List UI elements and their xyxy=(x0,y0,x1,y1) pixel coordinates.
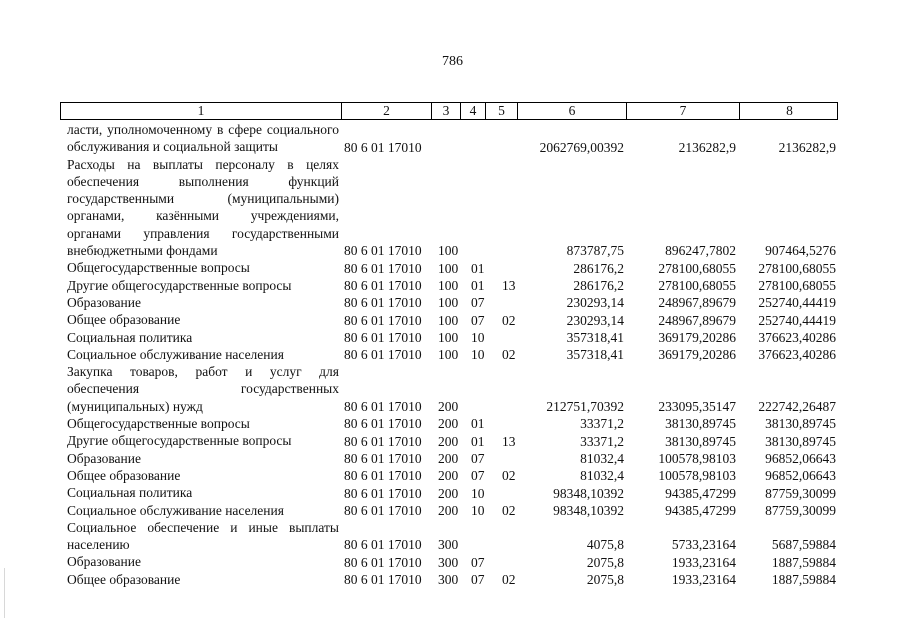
table-row xyxy=(0,502,905,519)
row-value-col6: 212751,70392 xyxy=(546,399,624,415)
row-value-col6: 286176,2 xyxy=(573,260,624,276)
row-name: Социальная политика xyxy=(67,329,193,345)
row-value-col8: 2136282,9 xyxy=(778,139,836,155)
row-code: 80 6 01 17010 xyxy=(344,347,422,363)
table-row xyxy=(0,156,905,260)
row-value-col8: 96852,06643 xyxy=(765,450,836,466)
row-code: 80 6 01 17010 xyxy=(344,329,422,345)
row-value-col8: 252740,44419 xyxy=(758,295,836,311)
row-value-col6: 357318,41 xyxy=(566,347,624,363)
table-row xyxy=(0,519,905,554)
row-name: Общегосударственные вопросы xyxy=(67,260,250,276)
row-section: 10 xyxy=(471,502,485,518)
row-code: 80 6 01 17010 xyxy=(344,450,422,466)
row-name: Общее образование xyxy=(67,467,181,483)
row-value-col7: 896247,7802 xyxy=(665,243,736,259)
row-value-col8: 38130,89745 xyxy=(765,416,836,432)
row-expense-type: 100 xyxy=(438,329,459,345)
row-expense-type: 300 xyxy=(438,572,459,588)
row-value-col8: 252740,44419 xyxy=(758,312,836,328)
table-row xyxy=(0,121,905,156)
row-value-col6: 230293,14 xyxy=(566,295,624,311)
header-col-1: 1 xyxy=(61,103,342,119)
table-row xyxy=(0,346,905,363)
row-value-col6: 873787,75 xyxy=(566,243,624,259)
row-section: 07 xyxy=(471,572,485,588)
table-row xyxy=(0,571,905,588)
row-value-col7: 248967,89679 xyxy=(658,312,736,328)
row-name: Образование xyxy=(67,450,141,466)
page-number: 786 xyxy=(442,54,463,69)
header-col-8: 8 xyxy=(786,103,793,118)
row-section: 01 xyxy=(471,433,485,449)
row-code: 80 6 01 17010 xyxy=(344,468,422,484)
row-value-col6: 81032,4 xyxy=(580,450,624,466)
row-value-col8: 907464,5276 xyxy=(765,243,836,259)
row-value-col6: 33371,2 xyxy=(580,416,624,432)
row-value-col7: 278100,68055 xyxy=(658,260,736,276)
row-value-col6: 2062769,00392 xyxy=(539,139,624,155)
row-value-col7: 38130,89745 xyxy=(665,433,736,449)
row-expense-type: 300 xyxy=(438,554,459,570)
row-value-col8: 1887,59884 xyxy=(771,572,836,588)
header-col-3: 3 xyxy=(432,103,461,119)
table-row xyxy=(0,294,905,311)
row-name: Общее образование xyxy=(67,312,181,328)
row-value-col8: 376623,40286 xyxy=(758,347,836,363)
row-value-col7: 233095,35147 xyxy=(658,399,736,415)
table-row xyxy=(0,450,905,467)
row-expense-type: 100 xyxy=(438,347,459,363)
row-expense-type: 100 xyxy=(438,260,459,276)
row-name: Закупка товаров, работ и услуг для обеспечения государственных (муниципальных) нужд xyxy=(67,364,339,414)
header-col-6: 6 xyxy=(518,103,627,119)
row-value-col7: 5733,23164 xyxy=(671,537,736,553)
row-expense-type: 200 xyxy=(438,468,459,484)
row-name: Социальное обеспечение и иные выплаты населению xyxy=(67,519,339,553)
row-section: 10 xyxy=(471,329,485,345)
row-name: Социальное обслуживание населения xyxy=(67,502,284,518)
row-value-col7: 38130,89745 xyxy=(665,416,736,432)
row-expense-type: 200 xyxy=(438,485,459,501)
row-section: 07 xyxy=(471,468,485,484)
row-code: 80 6 01 17010 xyxy=(344,260,422,276)
table-header xyxy=(60,102,838,120)
row-section: 01 xyxy=(471,416,485,432)
row-expense-type: 300 xyxy=(438,537,459,553)
table-row xyxy=(0,467,905,484)
row-name: Расходы на выплаты персоналу в целях обеспечения выполнения функций государственными (муниципальными) органами, казёнными учреждениями, органами управления государственными внебюджетными фондами xyxy=(67,156,339,259)
scan-edge-line xyxy=(4,568,5,618)
row-expense-type: 200 xyxy=(438,450,459,466)
row-name: ласти, уполномоченному в сфере социального обслуживания и социальной защиты xyxy=(67,122,339,155)
row-name: Общегосударственные вопросы xyxy=(67,416,250,432)
row-expense-type: 200 xyxy=(438,399,459,415)
row-value-col6: 286176,2 xyxy=(573,277,624,293)
row-value-col6: 4075,8 xyxy=(586,537,624,553)
row-value-col7: 278100,68055 xyxy=(658,277,736,293)
table-row xyxy=(0,484,905,501)
row-expense-type: 100 xyxy=(438,312,459,328)
row-value-col7: 1933,23164 xyxy=(671,554,736,570)
row-value-col6: 230293,14 xyxy=(566,312,624,328)
row-value-col7: 369179,20286 xyxy=(658,347,736,363)
row-subsection: 02 xyxy=(502,468,516,484)
row-value-col7: 248967,89679 xyxy=(658,295,736,311)
table-row xyxy=(0,415,905,432)
row-code: 80 6 01 17010 xyxy=(344,243,422,259)
row-expense-type: 200 xyxy=(438,433,459,449)
table-row xyxy=(0,259,905,276)
row-code: 80 6 01 17010 xyxy=(344,572,422,588)
row-name: Другие общегосударственные вопросы xyxy=(67,433,292,449)
row-expense-type: 200 xyxy=(438,416,459,432)
header-col-4: 4 xyxy=(461,103,486,119)
row-code: 80 6 01 17010 xyxy=(344,485,422,501)
row-value-col8: 376623,40286 xyxy=(758,329,836,345)
row-name: Другие общегосударственные вопросы xyxy=(67,277,292,293)
row-name: Образование xyxy=(67,554,141,570)
row-code: 80 6 01 17010 xyxy=(344,416,422,432)
row-name: Образование xyxy=(67,294,141,310)
row-name: Социальная политика xyxy=(67,485,193,501)
row-value-col8: 87759,30099 xyxy=(765,502,836,518)
row-value-col8: 38130,89745 xyxy=(765,433,836,449)
row-section: 01 xyxy=(471,260,485,276)
row-section: 07 xyxy=(471,295,485,311)
row-section: 07 xyxy=(471,312,485,328)
row-value-col8: 1887,59884 xyxy=(771,554,836,570)
row-value-col6: 357318,41 xyxy=(566,329,624,345)
row-subsection: 13 xyxy=(502,277,516,293)
table-row xyxy=(0,553,905,570)
row-value-col6: 33371,2 xyxy=(580,433,624,449)
row-expense-type: 100 xyxy=(438,277,459,293)
row-value-col7: 100578,98103 xyxy=(658,450,736,466)
row-code: 80 6 01 17010 xyxy=(344,537,422,553)
row-subsection: 02 xyxy=(502,572,516,588)
row-value-col7: 369179,20286 xyxy=(658,329,736,345)
row-section: 07 xyxy=(471,554,485,570)
row-value-col8: 5687,59884 xyxy=(771,537,836,553)
row-code: 80 6 01 17010 xyxy=(344,312,422,328)
header-col-5: 5 xyxy=(486,103,518,119)
row-value-col7: 1933,23164 xyxy=(671,572,736,588)
table-row xyxy=(0,432,905,449)
row-value-col7: 2136282,9 xyxy=(678,139,736,155)
row-expense-type: 200 xyxy=(438,502,459,518)
row-value-col6: 81032,4 xyxy=(580,468,624,484)
row-value-col8: 222742,26487 xyxy=(758,399,836,415)
row-code: 80 6 01 17010 xyxy=(344,277,422,293)
row-code: 80 6 01 17010 xyxy=(344,399,422,415)
row-expense-type: 100 xyxy=(438,243,459,259)
table-body xyxy=(0,121,905,588)
row-value-col8: 278100,68055 xyxy=(758,260,836,276)
row-value-col8: 96852,06643 xyxy=(765,468,836,484)
table-row xyxy=(0,311,905,328)
row-subsection: 02 xyxy=(502,502,516,518)
row-subsection: 02 xyxy=(502,347,516,363)
table-row xyxy=(0,329,905,346)
row-value-col6: 2075,8 xyxy=(586,572,624,588)
row-value-col7: 100578,98103 xyxy=(658,468,736,484)
row-value-col6: 2075,8 xyxy=(586,554,624,570)
table-row xyxy=(0,363,905,415)
row-value-col8: 278100,68055 xyxy=(758,277,836,293)
row-code: 80 6 01 17010 xyxy=(344,502,422,518)
row-value-col6: 98348,10392 xyxy=(553,485,624,501)
row-value-col6: 98348,10392 xyxy=(553,502,624,518)
row-subsection: 13 xyxy=(502,433,516,449)
row-name: Социальное обслуживание населения xyxy=(67,346,284,362)
row-code: 80 6 01 17010 xyxy=(344,295,422,311)
row-subsection: 02 xyxy=(502,312,516,328)
row-section: 07 xyxy=(471,450,485,466)
row-section: 10 xyxy=(471,347,485,363)
row-expense-type: 100 xyxy=(438,295,459,311)
row-section: 10 xyxy=(471,485,485,501)
header-col-2: 2 xyxy=(342,103,432,119)
row-code: 80 6 01 17010 xyxy=(344,139,422,155)
table-row xyxy=(0,277,905,294)
row-section: 01 xyxy=(471,277,485,293)
row-code: 80 6 01 17010 xyxy=(344,554,422,570)
row-value-col7: 94385,47299 xyxy=(665,502,736,518)
header-col-7: 7 xyxy=(627,103,740,119)
row-name: Общее образование xyxy=(67,571,181,587)
row-value-col8: 87759,30099 xyxy=(765,485,836,501)
row-value-col7: 94385,47299 xyxy=(665,485,736,501)
row-code: 80 6 01 17010 xyxy=(344,433,422,449)
